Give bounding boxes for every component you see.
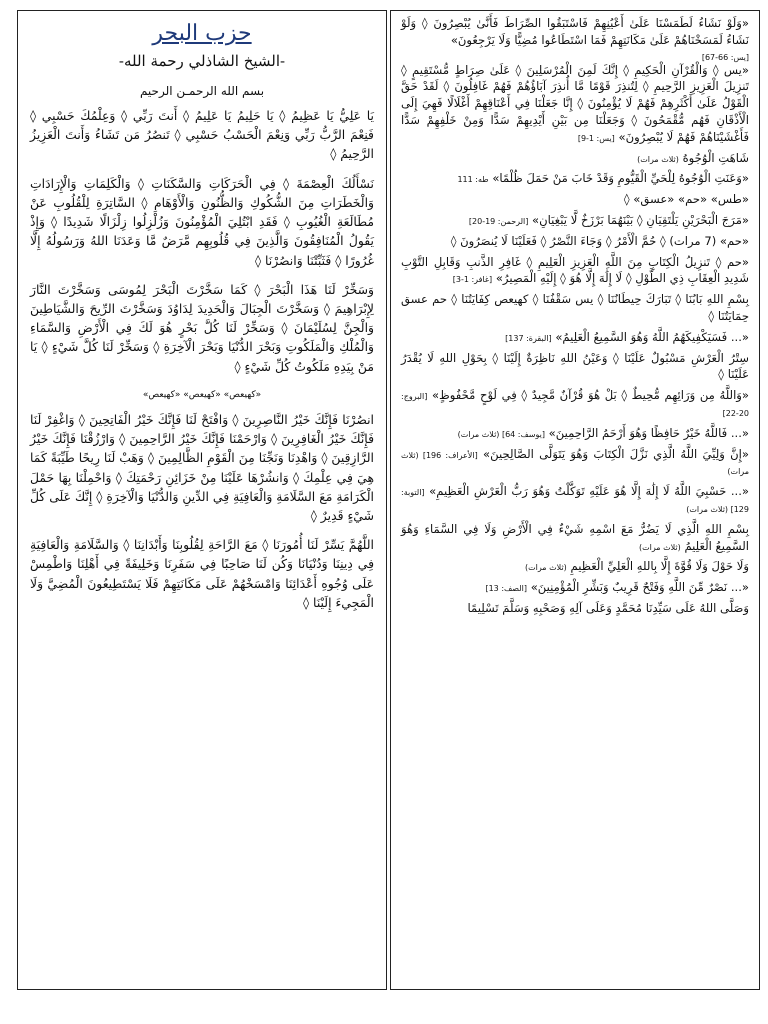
verse-paragraph [401, 170, 749, 187]
verse-text: «وَعَنَتِ الْوُجُوهُ لِلْحَيِّ الْقَيُّومِ وَقَدْ خَابَ مَنْ حَمَلَ ظُلْمًا» [492, 171, 749, 186]
verse-paragraph [401, 15, 749, 49]
verse-text: «طس» «حم» «عسق» ◊ [623, 192, 749, 207]
verse-paragraph [401, 254, 749, 288]
paragraph: اللَّهُمَّ يَسِّرْ لَنَا أُمُورَنَا ◊ مَعَ الرَّاحَةِ لِقُلُوبِنَا وَأَبْدَانِنَا ◊ وَالسَّلَامَةِ وَالْعَافِيَةِ فِي دِينِنَا وَدُنْيَانَا وَكُن لَنَا صَاحِبًا فِي سَفَرِنَا وَخَلِيفَةً فِي أَهْلِنَا وَاطْمِسْ عَلَى وُجُوهِ أَعْدَائِنَا وَامْسَخْهُمْ عَلَى مَكَانَتِهِمْ فَلَا يَسْتَطِيعُونَ الْمُضِيَّ وَلَا الْمَجِيءَ إِلَيْنَا ◊ [30, 537, 374, 610]
paragraph: نَسْأَلُكَ الْعِصْمَةَ ◊ فِي الْحَرَكَاتِ وَالسَّكَنَاتِ ◊ وَالْكَلِمَاتِ وَالْإِرَادَاتِ وَالْخَطَرَاتِ مِنَ الشُّكُوكِ وَالظُّنُونِ وَالْأَوْهَامِ ◊ السَّاتِرَةِ لِلْقُلُوبِ عَنْ مُطَالَعَةِ الْغُيُوبِ ◊ فَقَدِ ابْتُلِيَ الْمُؤْمِنُونَ وَزُلْزِلُوا زِلْزَالًا شَدِيدًا ◊ وَإِذْ يَقُولُ الْمُنَافِقُونَ وَالَّذِينَ فِي قُلُوبِهِم مَّرَضٌ مَّا وَعَدَنَا اللهُ وَرَسُولُهُ إِلَّا غُرُورًا ◊ فَثَبِّتْنَا وَانصُرْنَا ◊ [30, 175, 374, 268]
verse-reference: [الصف: 13] [485, 584, 528, 594]
closing-salutation [401, 600, 749, 617]
verse-reference: [البقرة: 137] [505, 333, 552, 343]
verse-reference: [غافر: 1-3] [452, 275, 493, 285]
verse-reference: [الرحمن: 19-20] [468, 216, 529, 226]
verse-text: بِسْمِ اللهِ الَّذِي لَا يَضُرُّ مَعَ اسْمِهِ شَيْءٌ فِي الْأَرْضِ وَلَا فِي السَّمَاءِ وَهُوَ السَّمِيعُ الْعَلِيمُ [401, 521, 749, 553]
verse-text: وَصَلَّى اللهُ عَلَى سَيِّدِنَا مُحَمَّدٍ وَعَلَى آلِهِ وَصَحْبِهِ وَسَلَّمَ تَسْلِيمًا [467, 600, 749, 615]
verse-text: سِتْرُ الْعَرْشِ مَسْبُولٌ عَلَيْنَا ◊ وَعَيْنُ اللهِ نَاظِرَةٌ إِلَيْنَا ◊ بِحَوْلِ اللهِ لَا يُقْدَرُ عَلَيْنَا ◊ [401, 350, 749, 382]
right-column [390, 10, 760, 990]
verse-text: وَلَا حَوْلَ وَلَا قُوَّةَ إِلَّا بِاللهِ الْعَلِيِّ الْعَظِيمِ [570, 559, 749, 574]
verse-text: «إِنَّ وَلِيِّيَ اللَّهُ الَّذِي نَزَّلَ الْكِتَابَ وَهُوَ يَتَوَلَّى الصَّالِحِينَ» [483, 446, 749, 461]
verse-text: «... حَسْبِيَ اللَّهُ لَا إِلَٰهَ إِلَّا هُوَ عَلَيْهِ تَوَكَّلْتُ وَهُوَ رَبُّ الْعَرْشِ الْعَظِيمِ» [429, 484, 750, 499]
verse-reference: [التوبة: 129] (ثلاث مرات) [401, 488, 749, 514]
repeat-note: (ثلاث مرات) [638, 542, 681, 552]
paragraph: انصُرْنَا فَإِنَّكَ خَيْرُ النَّاصِرِينَ ◊ وَافْتَحْ لَنَا فَإِنَّكَ خَيْرُ الْفَاتِحِينَ ◊ وَاغْفِرْ لَنَا فَإِنَّكَ خَيْرُ الْغَافِرِينَ ◊ وَارْحَمْنَا فَإِنَّكَ خَيْرُ الرَّاحِمِينَ ◊ وَارْزُقْنَا فَإِنَّكَ خَيْرُ الرَّازِقِينَ ◊ وَاهْدِنَا وَنَجِّنَا مِنَ الْقَوْمِ الظَّالِمِينَ ◊ وَهَبْ لَنَا رِيحًا طَيِّبَةً كَمَا هِيَ فِي عِلْمِكَ ◊ وَانشُرْهَا عَلَيْنَا مِنْ خَزَائِنِ رَحْمَتِكَ ◊ وَاحْمِلْنَا بِهَا حَمْلَ الْكَرَامَةِ مَعَ السَّلَامَةِ وَالْعَافِيَةِ فِي الدِّينِ وَالدُّنْيَا وَالْآخِرَةِ ◊ إِنَّكَ عَلَى كُلِّ شَيْءٍ قَدِيرٌ ◊ [30, 411, 374, 523]
verse-paragraph [401, 350, 749, 384]
author-subtitle: -الشيخ الشاذلي رحمة الله- [118, 52, 286, 70]
verse-paragraph [401, 329, 749, 346]
paragraph: وَسَخِّرْ لَنَا هَذَا الْبَحْرَ ◊ كَمَا سَخَّرْتَ الْبَحْرَ لِمُوسَى وَسَخَّرْتَ النَّارَ لِإِبْرَاهِيمَ ◊ وَسَخَّرْتَ الْجِبَالَ وَالْحَدِيدَ لِدَاوُدَ وَسَخَّرْتَ الرِّيحَ وَالشَّيَاطِينَ وَالْجِنَّ لِسُلَيْمَانَ ◊ وَسَخِّرْ لَنَا كُلَّ بَحْرٍ هُوَ لَكَ فِي الْأَرْضِ وَالسَّمَاءِ وَالْمُلْكِ وَالْمَلَكُوتِ وَبَحْرَ الدُّنْيَا وَبَحْرَ الْآخِرَةِ ◊ وَسَخِّرْ لَنَا كُلَّ شَيْءٍ ◊ يَا مَنْ بِيَدِهِ مَلَكُوتُ كُلِّ شَيْءٍ ◊ [30, 281, 374, 374]
verse-paragraph [401, 387, 749, 421]
verse-paragraph [401, 291, 749, 325]
verse-reference: [البروج: 20-22] [401, 392, 749, 418]
verse-reference: [يوسف: 64] (ثلاث مرات) [457, 429, 545, 439]
verse-paragraph [401, 212, 749, 229]
verse-reference: طه: 111 [457, 175, 489, 185]
repeat-note: (ثلاث مرات) [637, 154, 679, 164]
paragraph: يَا عَلِيُّ يَا عَظِيمُ ◊ يَا حَلِيمُ يَا عَلِيمُ ◊ أَنتَ رَبِّي ◊ وَعِلْمُكَ حَسْبِي ◊ فَنِعْمَ الرَّبُّ رَبِّي وَنِعْمَ الْحَسْبُ حَسْبِي ◊ تَنصُرُ مَن تَشَاءُ وَأَنتَ الْعَزِيزُ الرَّحِيمُ ◊ [30, 108, 374, 162]
verse-text: «... فَاللَّهُ خَيْرٌ حَافِظًا وَهُوَ أَرْحَمُ الرَّاحِمِينَ» [548, 425, 749, 440]
verse-text: «مَرَجَ الْبَحْرَيْنِ يَلْتَقِيَانِ ◊ بَيْنَهُمَا بَرْزَخٌ لَّا يَبْغِيَانِ» [532, 212, 749, 227]
verse-paragraph [401, 191, 749, 208]
verse-text: «وَلَوْ نَشَاءُ لَطَمَسْنَا عَلَىٰ أَعْيُنِهِمْ فَاسْتَبَقُوا الصِّرَاطَ فَأَنَّىٰ يُبْصِرُونَ ◊ وَلَوْ نَشَاءُ لَمَسَخْنَاهُمْ عَلَىٰ مَكَانَتِهِمْ فَمَا اسْتَطَاعُوا مُضِيًّا وَلَا يَرْجِعُونَ» [401, 16, 749, 47]
verse-paragraph [401, 579, 749, 596]
repeat-note: (ثلاث مرات) [525, 563, 567, 573]
verse-paragraph [401, 425, 749, 442]
verse-paragraph [401, 233, 749, 250]
verse-reference: [الأعراف: 196] (ثلاث مرات) [401, 450, 749, 477]
verse-paragraph [401, 62, 749, 146]
left-column [17, 10, 387, 990]
verse-text: «وَاللَّهُ مِن وَرَائِهِم مُّحِيطٌ ◊ بَلْ هُوَ قُرْآنٌ مَّجِيدٌ ◊ فِي لَوْحٍ مَّحْفُوظٍ» [431, 388, 749, 403]
verse-text: بِسْمِ اللهِ بَابُنَا ◊ تَبَارَكَ حِيطَانُنَا ◊ يس سَقْفُنَا ◊ كهيعص كِفَايَتُنَا ◊ حم عسق حِمَايَتُنَا ◊ [401, 292, 749, 323]
basmala: بسم الله الرحمـن الرحيم [139, 84, 265, 98]
verse-text: «يس ◊ وَالْقُرْآنِ الْحَكِيمِ ◊ إِنَّكَ لَمِنَ الْمُرْسَلِينَ ◊ عَلَىٰ صِرَاطٍ مُّسْتَقِيمٍ ◊ تَنزِيلَ الْعَزِيزِ الرَّحِيمِ ◊ لِتُنذِرَ قَوْمًا مَّا أُنذِرَ آبَاؤُهُمْ فَهُمْ غَافِلُونَ ◊ لَقَدْ حَقَّ الْقَوْلُ عَلَىٰ أَكْثَرِهِمْ فَهُمْ لَا يُؤْمِنُونَ ◊ إِنَّا جَعَلْنَا فِي أَعْنَاقِهِمْ أَغْلَالًا فَهِيَ إِلَى الْأَذْقَانِ فَهُم مُّقْمَحُونَ ◊ وَجَعَلْنَا مِن بَيْنِ أَيْدِيهِمْ سَدًّا وَمِنْ خَلْفِهِمْ سَدًّا فَأَغْشَيْنَاهُمْ فَهُمْ لَا يُبْصِرُونَ» [401, 62, 749, 144]
document-title: حزب البحر [152, 21, 252, 46]
verse-text: «... نَصْرٌ مِّنَ اللَّهِ وَفَتْحٌ قَرِيبٌ وَبَشِّرِ الْمُؤْمِنِينَ» [530, 580, 749, 595]
verse-paragraph [401, 521, 749, 555]
verse-reference: [يس: 1-9] [577, 133, 615, 143]
verse-paragraph [401, 150, 749, 167]
verse-paragraph [401, 483, 749, 517]
verse-paragraph [401, 446, 749, 480]
verse-paragraph [401, 558, 749, 575]
verse-text: «... فَسَيَكْفِيكَهُمُ اللَّهُ وَهُوَ السَّمِيعُ الْعَلِيمُ» [555, 329, 749, 344]
verse-text: «حم» (7 مرات) ◊ حُمَّ الْأَمْرُ ◊ وَجَاءَ النَّصْرُ ◊ فَعَلَيْنَا لَا يُنصَرُونَ ◊ [450, 233, 749, 248]
section-separator: «كهيعص» «كهيعص» «كهيعص» [142, 389, 262, 400]
verse-reference: [يس: 66-67] [701, 52, 749, 62]
verse-text: شَاهَتِ الْوُجُوهُ [682, 150, 749, 165]
verse-text: «حم ◊ تَنزِيلُ الْكِتَابِ مِنَ اللَّهِ الْعَزِيزِ الْعَلِيمِ ◊ غَافِرِ الذَّنبِ وَقَابِلِ التَّوْبِ شَدِيدِ الْعِقَابِ ذِي الطَّوْلِ ◊ لَا إِلَٰهَ إِلَّا هُوَ ◊ إِلَيْهِ الْمَصِيرُ» [401, 254, 749, 286]
